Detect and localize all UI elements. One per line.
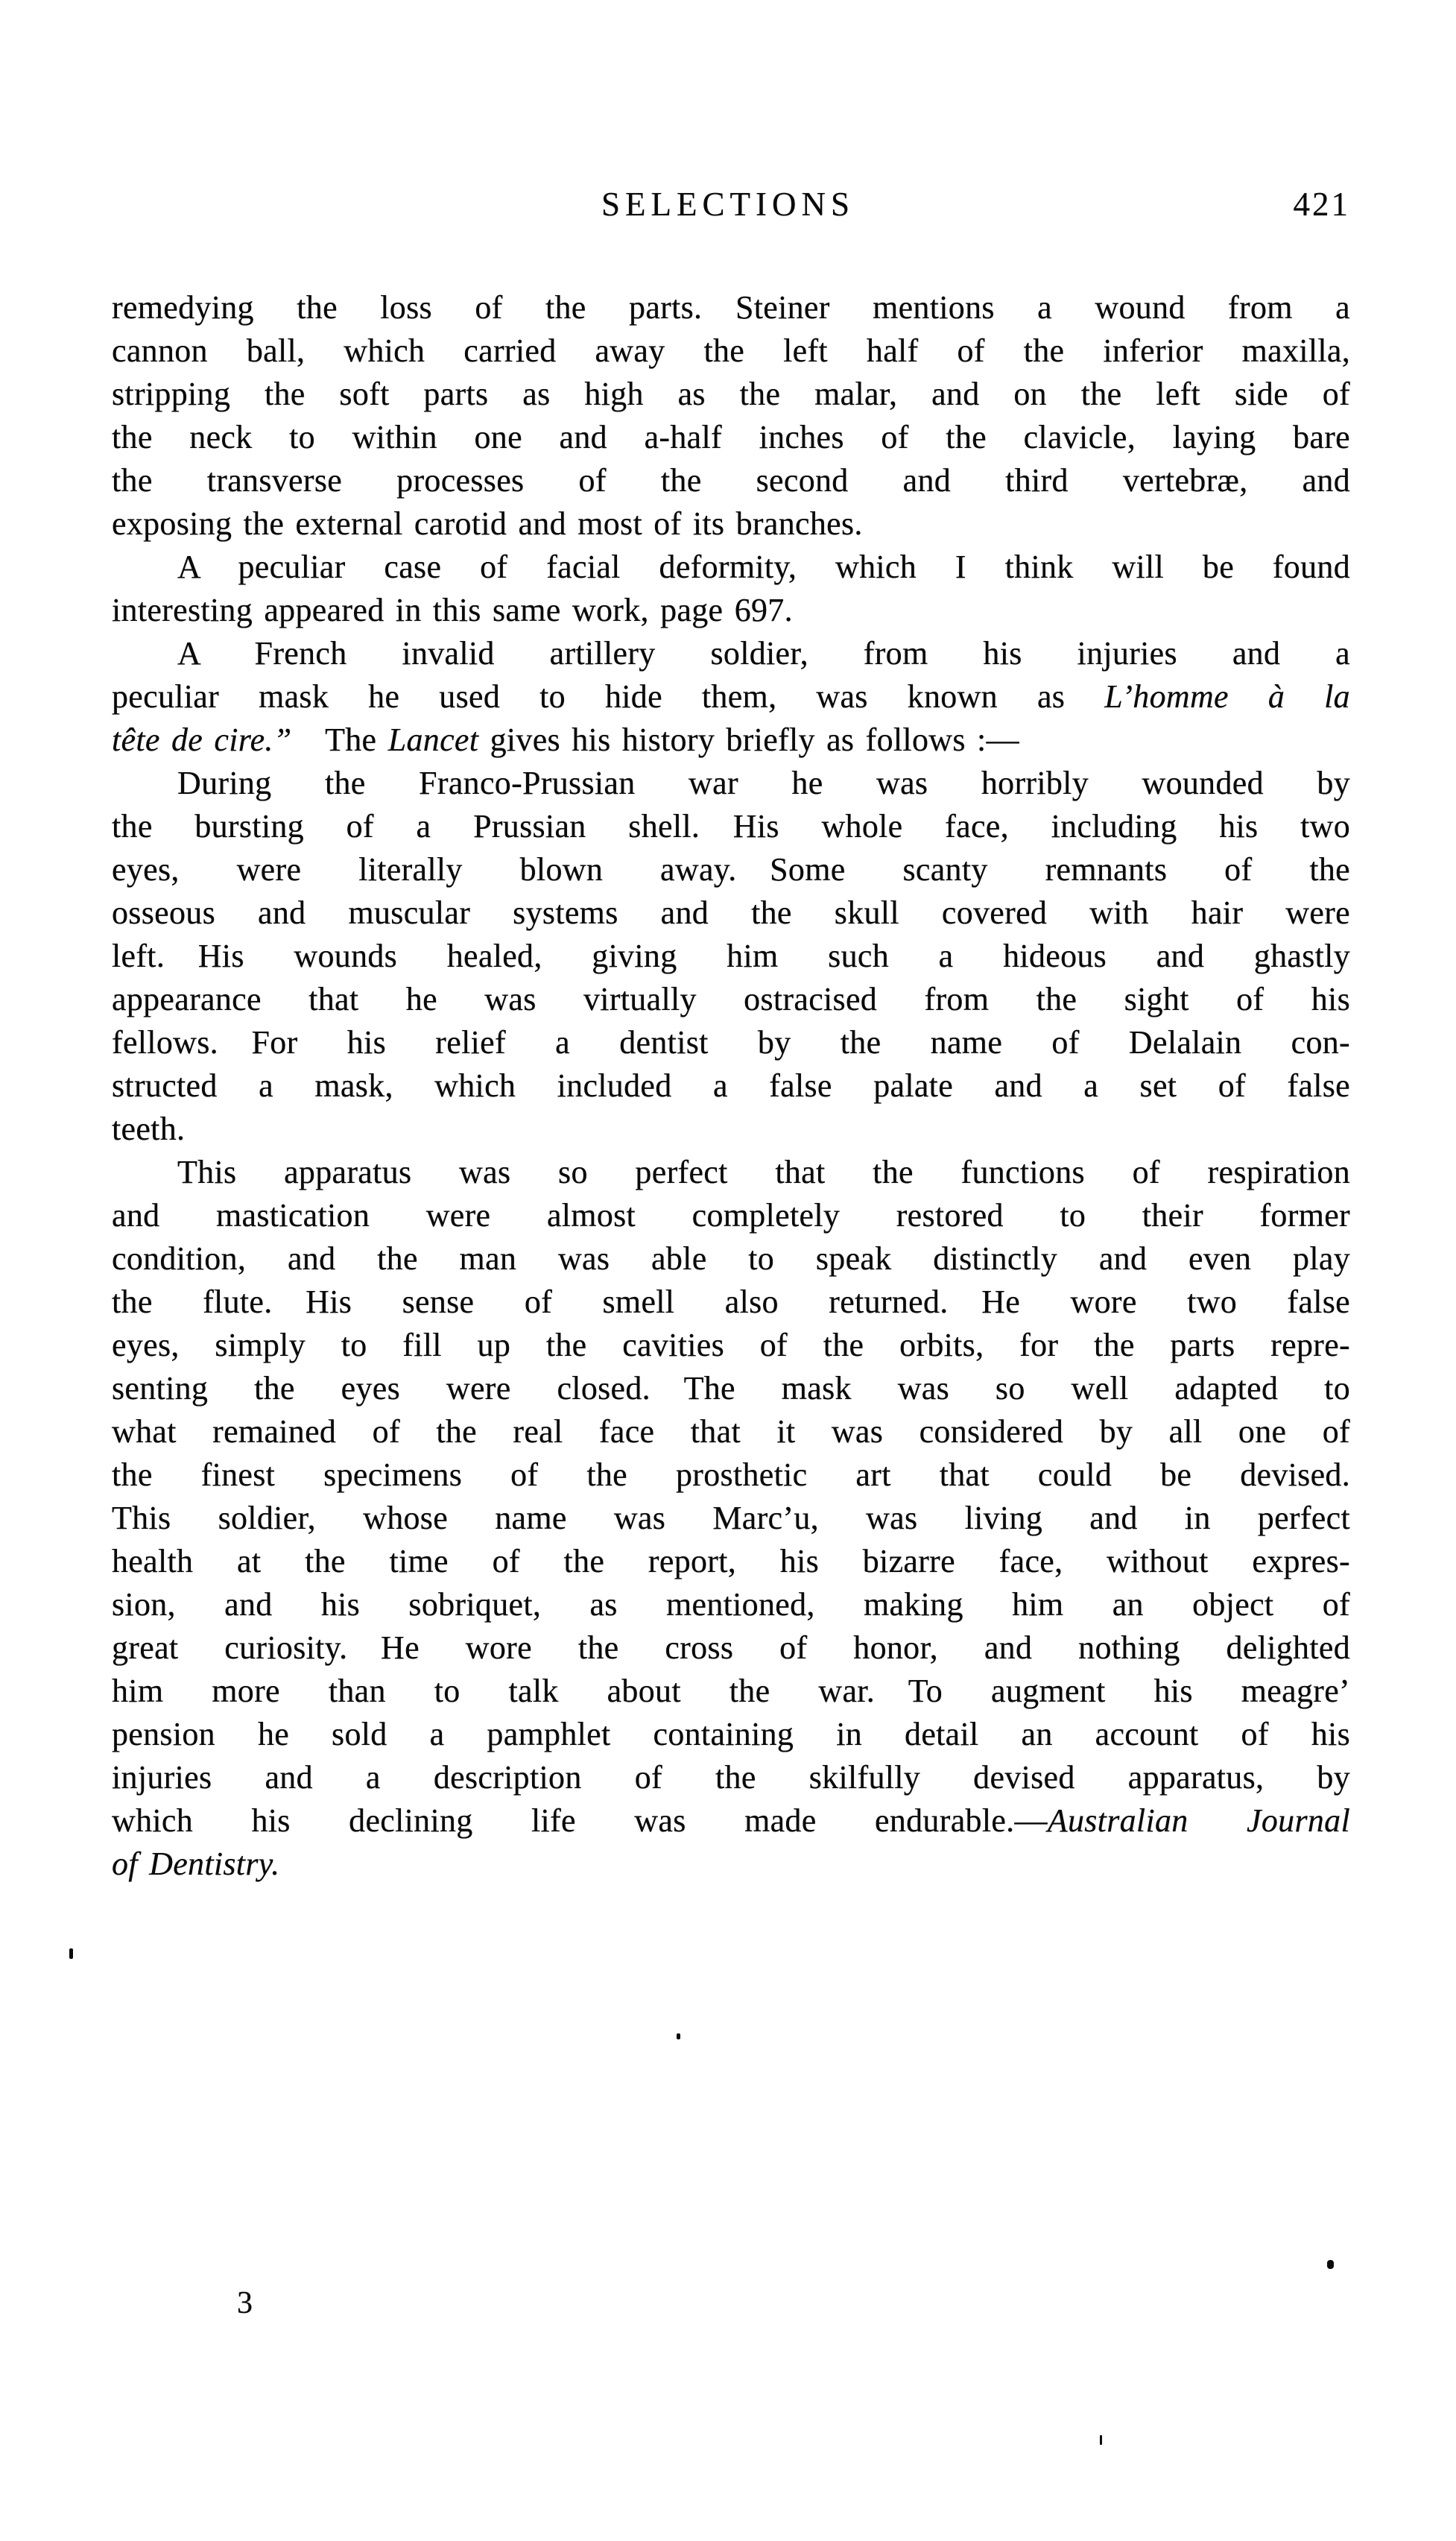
body-text-segment: structed a mask, which included a false palate and a set of false: [112, 1067, 1350, 1104]
text-line: [112, 1194, 1350, 1237]
body-text-segment: health at the time of the report, his bizarre face, without expres-: [112, 1543, 1350, 1579]
body-text-segment: teeth.: [112, 1111, 186, 1147]
italic-text: Australian Journal: [1047, 1802, 1350, 1839]
text-line: [112, 286, 1350, 329]
text-line: [112, 1151, 1350, 1194]
text-line: [112, 935, 1350, 978]
text-line: [112, 1626, 1350, 1670]
signature-mark: 3: [237, 2286, 253, 2320]
text-line: [112, 891, 1350, 935]
body-text-segment: exposing the external carotid and most of its branches.: [112, 505, 863, 542]
text-line: [112, 675, 1350, 719]
paragraph: [112, 762, 1350, 1151]
text-line: [112, 1108, 1350, 1151]
body-text-segment: This soldier, whose name was Marc’u, was living and in perfect: [112, 1500, 1350, 1536]
text-line: [112, 416, 1350, 459]
text-line: [112, 1713, 1350, 1756]
italic-text: Lancet: [387, 722, 479, 758]
text-line: [112, 762, 1350, 805]
body-text-segment: fellows. For his relief a dentist by the name of Delalain con-: [112, 1024, 1350, 1061]
body-text-segment: A peculiar case of facial deformity, which I think will be found: [177, 549, 1350, 585]
body-text-segment: During the Franco-Prussian war he was horribly wounded by: [177, 765, 1350, 801]
body-text-segment: eyes, were literally blown away. Some scanty remnants of the: [112, 851, 1350, 888]
text-line: [112, 459, 1350, 502]
body-text-segment: peculiar mask he used to hide them, was known as: [112, 678, 1105, 715]
text-line: [112, 805, 1350, 848]
page-title: SELECTIONS: [601, 186, 855, 223]
text-line: [112, 329, 1350, 373]
body-text-segment: what remained of the real face that it was considered by all one of: [112, 1413, 1350, 1450]
italic-text: tête de cire.”: [112, 722, 292, 758]
text-line: [112, 1843, 1350, 1886]
text-line: [112, 1237, 1350, 1281]
body-text-segment: stripping the soft parts as high as the malar, and on the left side of: [112, 376, 1350, 412]
scan-speck: [1327, 2260, 1334, 2269]
body-text-segment: gives his history briefly as follows :—: [478, 722, 1019, 758]
body-text-segment: osseous and muscular systems and the skull covered with hair were: [112, 894, 1350, 931]
text-line: [112, 1756, 1350, 1799]
text-line: [112, 632, 1350, 675]
body-text-segment: the flute. His sense of smell also returned. He wore two false: [112, 1284, 1350, 1320]
body-text-segment: the neck to within one and a-half inches of the clavicle, laying bare: [112, 419, 1350, 455]
body-text-segment: the transverse processes of the second and third vertebræ, and: [112, 462, 1350, 499]
text-line: [112, 1410, 1350, 1453]
italic-text: of Dentistry.: [112, 1846, 280, 1882]
body-text-segment: injuries and a description of the skilfully devised apparatus, by: [112, 1759, 1350, 1796]
text-line: [112, 1367, 1350, 1410]
scan-speck: [69, 1948, 73, 1959]
body-text-segment: senting the eyes were closed. The mask was so well adapted to: [112, 1370, 1350, 1407]
body-text-segment: remedying the loss of the parts. Steiner mentions a wound from a: [112, 289, 1350, 326]
text-line: [112, 502, 1350, 546]
body-text-segment: cannon ball, which carried away the left half of the inferior maxilla,: [112, 332, 1350, 369]
text-line: [112, 719, 1350, 762]
body-text-segment: A French invalid artillery soldier, from his injuries and a: [177, 635, 1350, 672]
body-text: [112, 286, 1350, 1886]
text-line: [112, 1064, 1350, 1108]
body-text-segment: pension he sold a pamphlet containing in detail an account of his: [112, 1716, 1350, 1752]
paragraph: [112, 286, 1350, 546]
italic-text: L’homme à la: [1104, 678, 1350, 715]
body-text-segment: the bursting of a Prussian shell. His whole face, including his two: [112, 808, 1350, 845]
body-text-segment: eyes, simply to fill up the cavities of the orbits, for the parts repre-: [112, 1327, 1350, 1363]
body-text-segment: the finest specimens of the prosthetic art that could be devised.: [112, 1456, 1350, 1493]
text-line: [112, 589, 1350, 632]
body-text-segment: sion, and his sobriquet, as mentioned, making him an object of: [112, 1586, 1350, 1623]
body-text-segment: interesting appeared in this same work, page 697.: [112, 592, 793, 628]
paragraph: [112, 1151, 1350, 1886]
page-header: [0, 185, 1456, 227]
text-line: [112, 1670, 1350, 1713]
body-text-segment: appearance that he was virtually ostracised from the sight of his: [112, 981, 1350, 1017]
text-line: [112, 546, 1350, 589]
text-line: [112, 1281, 1350, 1324]
text-line: [112, 1021, 1350, 1064]
body-text-segment: left. His wounds healed, giving him such a hideous and ghastly: [112, 938, 1350, 974]
text-line: [112, 373, 1350, 416]
body-text-segment: This apparatus was so perfect that the functions of respiration: [177, 1154, 1350, 1190]
text-line: [112, 1324, 1350, 1367]
body-text-segment: great curiosity. He wore the cross of honor, and nothing delighted: [112, 1629, 1350, 1666]
text-line: [112, 1583, 1350, 1626]
scan-speck: [677, 2033, 680, 2039]
body-text-segment: condition, and the man was able to speak distinctly and even play: [112, 1240, 1350, 1277]
text-line: [112, 1799, 1350, 1843]
text-line: [112, 1540, 1350, 1583]
text-line: [112, 848, 1350, 891]
text-line: [112, 1453, 1350, 1497]
body-text-segment: The: [291, 722, 388, 758]
body-text-segment: him more than to talk about the war. To augment his meagre’: [112, 1673, 1350, 1709]
page-number: 421: [1293, 186, 1350, 223]
text-line: [112, 978, 1350, 1021]
body-text-segment: which his declining life was made endurable.—: [112, 1802, 1048, 1839]
paragraph: [112, 546, 1350, 632]
paragraph: [112, 632, 1350, 762]
text-line: [112, 1497, 1350, 1540]
scan-speck: [1100, 2435, 1102, 2445]
body-text-segment: and mastication were almost completely restored to their former: [112, 1197, 1350, 1234]
